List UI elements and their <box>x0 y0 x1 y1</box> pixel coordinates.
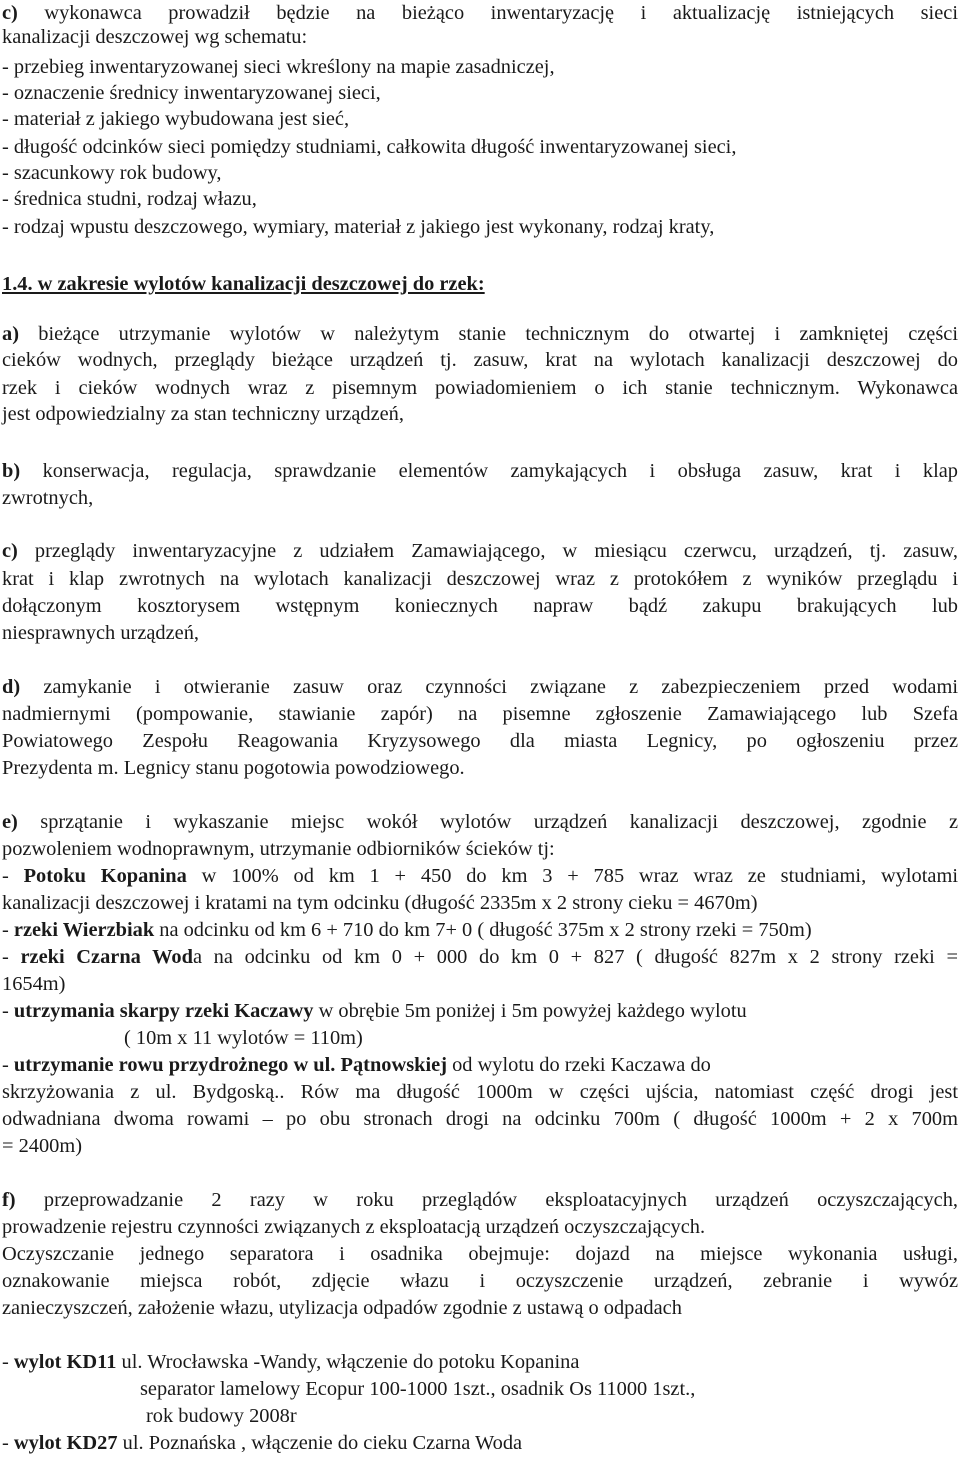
text-line <box>2 566 958 592</box>
text-line <box>2 890 958 916</box>
bold-text: utrzymanie rowu przydrożnego w ul. Pątnowskiej <box>13 1054 447 1076</box>
bold-text: rzeki Czarna Wod <box>20 946 193 968</box>
text-line <box>146 1403 958 1429</box>
text-span: Powiatowego Zespołu Reagowania Kryzysowego dla miasta Legnicy, po ogłoszeniu przez <box>2 730 958 752</box>
bold-text: b) <box>2 460 21 482</box>
bold-text: d) <box>2 676 21 698</box>
text-line <box>2 375 958 401</box>
text-span: ul. Wrocławska -Wandy, włączenie do potoku Kopanina <box>116 1351 580 1373</box>
text-line <box>2 401 958 427</box>
text-span: prowadzenie rejestru czynności związanych z eksploatacją urządzeń oczyszczających. <box>2 1216 706 1238</box>
text-span: dołączonym kosztorysem wstępnym koniecznych napraw bądź zakupu brakujących lub <box>2 595 958 617</box>
text-span: rok budowy 2008r <box>146 1405 297 1427</box>
text-line <box>2 1349 958 1375</box>
text-line <box>2 674 958 700</box>
text-span: ul. Poznańska , włączenie do cieku Czarna Woda <box>117 1432 523 1454</box>
text-span: zamykanie i otwieranie zasuw oraz czynności związane z zabezpieczeniem przed wodami <box>20 676 958 698</box>
bold-text: wylot KD11 <box>13 1351 117 1373</box>
text-span: wykonawca prowadził będzie na bieżąco inwentaryzację i aktualizację istniejących sieci <box>17 2 958 24</box>
text-line <box>2 485 958 511</box>
text-line <box>2 620 958 646</box>
text-span: - średnica studni, rodzaj włazu, <box>2 188 257 210</box>
text-span: - <box>2 946 21 968</box>
bold-text: e) <box>2 811 18 833</box>
bold-text: Potoku Kopanina <box>23 865 187 887</box>
text-line <box>2 1241 958 1267</box>
text-span: bieżące utrzymanie wylotów w należytym stanie technicznym do otwartej i zamkniętej części <box>19 323 958 345</box>
text-span: krat i klap zwrotnych na wylotach kanalizacji deszczowej wraz z protokółem z wyników przeglądu i <box>2 568 958 590</box>
text-span: - <box>2 1000 14 1022</box>
text-line <box>2 1052 958 1078</box>
text-line <box>2 321 958 347</box>
text-line <box>2 186 958 212</box>
text-span: niesprawnych urządzeń, <box>2 622 200 644</box>
text-line <box>2 538 958 564</box>
text-span: - <box>2 919 14 941</box>
text-line <box>2 1079 958 1105</box>
text-line <box>140 1376 958 1402</box>
text-line <box>2 271 958 297</box>
bold-text: wylot KD27 <box>13 1432 118 1454</box>
text-line <box>2 755 958 781</box>
text-span: jest odpowiedzialny za stan techniczny urządzeń, <box>2 403 404 425</box>
bold-text: rzeki Wierzbiak <box>13 919 155 941</box>
text-line <box>2 54 958 80</box>
text-span: separator lamelowy Ecopur 100-1000 1szt., osadnik Os 11000 1szt., <box>140 1378 696 1400</box>
text-line <box>2 593 958 619</box>
text-span: - długość odcinków sieci pomiędzy studniami, całkowita długość inwentaryzowanej sieci, <box>2 136 737 158</box>
text-line <box>2 1106 958 1132</box>
text-span: - przebieg inwentaryzowanej sieci wkreślony na mapie zasadniczej, <box>2 56 555 78</box>
text-span: ( 10m x 11 wylotów = 110m) <box>124 1027 363 1049</box>
bold-text: f) <box>2 1189 16 1211</box>
text-line <box>2 971 958 997</box>
text-line <box>2 917 958 943</box>
text-span: nadmiernymi (pompowanie, stawianie zapór) na pisemne zgłoszenie Zamawiającego lub Szefa <box>2 703 958 725</box>
text-line <box>2 809 958 835</box>
text-line <box>2 728 958 754</box>
text-span: = 2400m) <box>2 1135 83 1157</box>
bold-text: c) <box>2 540 18 562</box>
text-span: - <box>2 1351 14 1373</box>
bold-text: c) <box>2 2 18 24</box>
text-line <box>2 214 958 240</box>
text-line <box>2 134 958 160</box>
text-line <box>2 1214 958 1240</box>
text-span: skrzyżowania z ul. Bydgoską.. Rów ma długość 1000m w części ujścia, natomiast część drogi jest <box>2 1081 958 1103</box>
text-span: rzek i cieków wodnych wraz z pisemnym powiadomieniem o ich stanie technicznym. Wykonawca <box>2 377 958 399</box>
bold-text: utrzymania skarpy rzeki Kaczawy <box>13 1000 314 1022</box>
text-span: przeglądy inwentaryzacyjne z udziałem Zamawiającego, w miesiącu czerwcu, urządzeń, tj. zasuw, <box>17 540 958 562</box>
text-line <box>2 1295 958 1321</box>
text-span: w 100% od km 1 + 450 do km 3 + 785 wraz wraz ze studniami, wylotami <box>186 865 958 887</box>
text-span: - materiał z jakiego wybudowana jest sieć, <box>2 108 350 130</box>
text-line <box>2 80 958 106</box>
text-span: - <box>2 1054 14 1076</box>
text-line <box>2 0 958 26</box>
text-span: 1654m) <box>2 973 66 995</box>
text-line <box>2 1268 958 1294</box>
text-span: - oznaczenie średnicy inwentaryzowanej sieci, <box>2 82 381 104</box>
text-line <box>2 863 958 889</box>
text-span: sprzątanie i wykaszanie miejsc wokół wylotów urządzeń kanalizacji deszczowej, zgodnie z <box>17 811 958 833</box>
bold-text: a) <box>2 323 19 345</box>
text-line <box>2 836 958 862</box>
text-line <box>2 1133 958 1159</box>
text-line <box>2 998 958 1024</box>
text-span: Prezydenta m. Legnicy stanu pogotowia powodziowego. <box>2 757 465 779</box>
text-span: cieków wodnych, przeglądy bieżące urządzeń tj. zasuw, krat na wylotach kanalizacji deszczowej do <box>2 349 958 371</box>
text-line <box>2 347 958 373</box>
text-line <box>124 1025 958 1051</box>
text-span: od wylotu do rzeki Kaczawa do <box>446 1054 711 1076</box>
text-span: Oczyszczanie jednego separatora i osadnika obejmuje: dojazd na miejsce wykonania usługi, <box>2 1243 958 1265</box>
text-span: przeprowadzanie 2 razy w roku przeglądów eksploatacyjnych urządzeń oczyszczających, <box>15 1189 958 1211</box>
text-line <box>2 944 958 970</box>
bold-text: 1.4. w zakresie wylotów kanalizacji deszczowej do rzek: <box>2 273 485 295</box>
text-span: kanalizacji deszczowej wg schematu: <box>2 26 308 48</box>
text-line <box>2 1187 958 1213</box>
text-span: oznakowanie miejsca robót, zdjęcie włazu i oczyszczenie urządzeń, zebranie i wywóz <box>2 1270 958 1292</box>
text-span: zwrotnych, <box>2 487 94 509</box>
text-line <box>2 701 958 727</box>
text-span: w obrębie 5m poniżej i 5m powyżej każdego wylotu <box>313 1000 747 1022</box>
text-span: pozwoleniem wodnoprawnym, utrzymanie odbiorników ścieków tj: <box>2 838 555 860</box>
text-line <box>2 1430 958 1456</box>
text-line <box>2 106 958 132</box>
text-line <box>2 160 958 186</box>
text-span: na odcinku od km 6 + 710 do km 7+ 0 ( długość 375m x 2 strony rzeki = 750m) <box>154 919 812 941</box>
text-line <box>2 458 958 484</box>
text-span: - szacunkowy rok budowy, <box>2 162 222 184</box>
text-span: kanalizacji deszczowej i kratami na tym odcinku (długość 2335m x 2 strony cieku = 4670m) <box>2 892 758 914</box>
text-span: - <box>2 1432 14 1454</box>
text-span: a na odcinku od km 0 + 000 do km 0 + 827 ( długość 827m x 2 strony rzeki = <box>192 946 959 968</box>
text-span: konserwacja, regulacja, sprawdzanie elementów zamykających i obsługa zasuw, krat i klap <box>20 460 958 482</box>
text-span: zanieczyszczeń, założenie włazu, utylizacja odpadów zgodnie z ustawą o odpadach <box>2 1297 682 1319</box>
text-span: - rodzaj wpustu deszczowego, wymiary, materiał z jakiego jest wykonany, rodzaj kraty, <box>2 216 715 238</box>
text-span: odwadniana dwoma rowami – po obu stronach drogi na odcinku 700m ( długość 1000m + 2 x 700m <box>2 1108 958 1130</box>
text-span: - <box>2 865 24 887</box>
text-line <box>2 24 958 50</box>
